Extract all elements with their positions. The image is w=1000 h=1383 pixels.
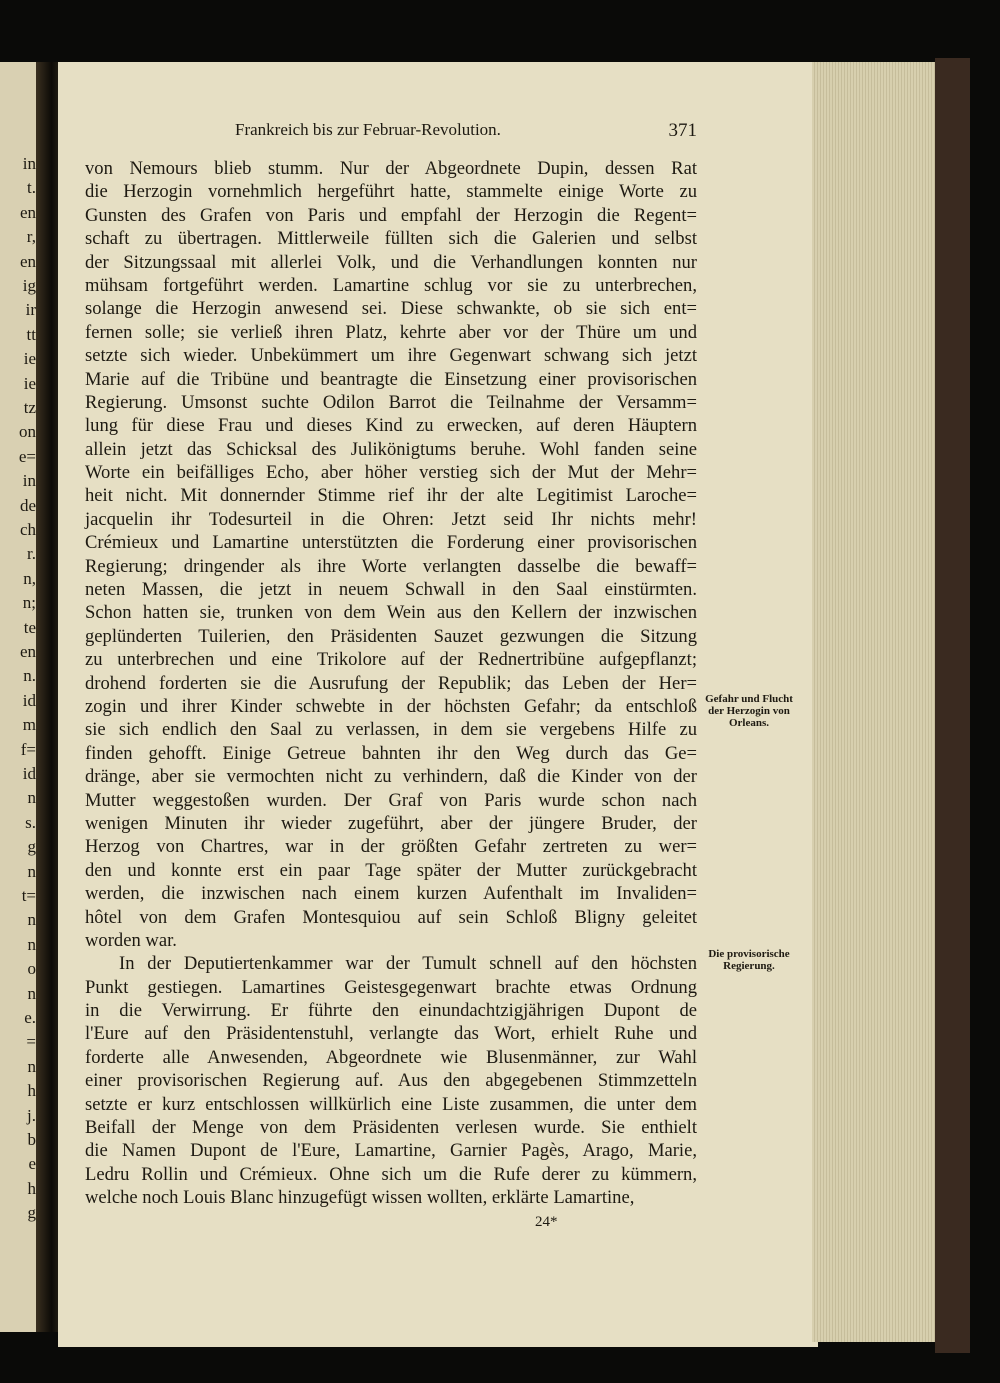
text-line: einer provisorischen Regierung auf. Aus den abgegebenen Stimmzetteln: [85, 1070, 697, 1092]
left-page-edge: [0, 62, 40, 1332]
text-line: Schon hatten sie, trunken von dem Wein aus den Kellern der inzwischen: [85, 602, 697, 624]
left-page-fragment: s.: [25, 812, 36, 832]
left-page-fragment: h: [27, 1178, 36, 1198]
text-line: setzte er kurz entschlossen willkürlich eine Liste zusammen, die unter dem: [85, 1093, 697, 1115]
left-page-fragment: b: [27, 1130, 36, 1149]
text-line: Crémieux und Lamartine unterstützten die Forderung einer provisorischen: [85, 532, 697, 554]
margin-note-flight: Gefahr und Flucht der Herzogin von Orleans.: [705, 693, 793, 729]
left-page-fragment: n: [27, 934, 36, 954]
text-line: von Nemours blieb stumm. Nur der Abgeordnete Dupin, dessen Rat: [85, 158, 697, 179]
text-line: Beifall der Menge von dem Präsidenten verlesen wurde. Sie enthielt: [85, 1117, 697, 1139]
text-line: Regierung; dringender als ihre Worte verlangten dasselbe die bewaff=: [85, 555, 697, 577]
text-line: lung für diese Frau und dieses Kind zu erwecken, auf deren Häuptern: [85, 415, 697, 437]
text-line: der Sitzungssaal mit allerlei Volk, und die Verhandlungen konnten nur: [85, 251, 697, 273]
text-line: solange die Herzogin anwesend sei. Diese schwankte, ob sie sich ent=: [85, 298, 697, 320]
text-line: jacquelin ihr Todesurteil in die Ohren: Jetzt seid Ihr nichts mehr!: [85, 508, 697, 530]
left-page-fragment: en: [19, 202, 36, 222]
text-line: In der Deputiertenkammer war der Tumult schnell auf den höchsten: [119, 953, 697, 975]
left-page-fragment: g: [27, 1203, 36, 1223]
left-page-fragment: t.: [27, 178, 36, 198]
left-page-fragment: n: [27, 861, 36, 881]
left-page-fragment: j.: [27, 1105, 36, 1125]
left-page-fragment: ir: [25, 300, 36, 320]
left-page-fragment: t=: [21, 886, 36, 905]
left-page-fragment: e.: [24, 1008, 36, 1027]
left-page-fragment: ie: [23, 349, 36, 369]
text-line: Worte ein beifälliges Echo, aber höher verstieg sich der Mut der Mehr=: [85, 462, 697, 484]
left-page-fragment: en: [19, 642, 36, 661]
left-page-fragment: e: [28, 1154, 36, 1174]
left-page-fragment: in: [22, 471, 36, 491]
left-page-fragment: r,: [26, 227, 36, 247]
left-page-fragment: tt: [26, 324, 36, 344]
left-page-fragment: te: [23, 617, 36, 637]
running-title: Frankreich bis zur Februar-Revolution.: [235, 120, 501, 139]
text-line: setzte sich wieder. Unbekümmert um ihre Gegenwart schwang sich jetzt: [85, 345, 697, 367]
text-line: den und konnte erst ein paar Tage später der Mutter zurückgebracht: [85, 859, 697, 881]
left-page-fragment: n: [27, 983, 36, 1003]
text-line: Punkt gestiegen. Lamartines Geistesgegenwart brachte etwas Ordnung: [85, 976, 697, 998]
signature-mark: 24*: [535, 1214, 558, 1230]
page-edges: [812, 62, 937, 1342]
text-line: mühsam fortgeführt werden. Lamartine schlug vor sie zu unterbrechen,: [85, 274, 697, 296]
left-page-fragment: ie: [23, 373, 36, 393]
left-page-fragment: n.: [23, 666, 36, 686]
text-line: die Namen Dupont de l'Eure, Lamartine, Garnier Pagès, Arago, Marie,: [85, 1140, 697, 1162]
text-line: finden gehofft. Einige Getreue bahnten ihr den Weg durch das Ge=: [85, 742, 697, 764]
text-line: dränge, aber sie vermochten nicht zu verhindern, daß die Kinder von der: [85, 766, 697, 788]
left-page-fragment: n: [27, 788, 36, 808]
left-page-fragment: o: [27, 959, 36, 979]
text-line: fernen solle; sie verließ ihren Platz, kehrte aber vor der Thüre um und: [85, 321, 697, 343]
left-page-fragment: =: [26, 1032, 36, 1052]
text-line: neten Massen, die jetzt in neuem Schwall in den Saal einstürmten.: [85, 579, 697, 601]
text-line: Regierung. Umsonst suchte Odilon Barrot die Teilnahme der Versamm=: [85, 391, 697, 413]
text-line: zogin und ihrer Kinder schwebte in der höchsten Gefahr; da entschloß: [85, 695, 697, 717]
book-cover-edge: [935, 58, 970, 1353]
text-line: werden, die inzwischen nach einem kurzen Aufenthalt im Invaliden=: [85, 883, 697, 905]
text-line: sie sich endlich den Saal zu verlassen, in dem sie vergebens Hilfe zu: [85, 719, 697, 741]
text-line: schaft zu übertragen. Mittlerweile füllten sich die Galerien und selbst: [85, 228, 697, 250]
left-page-fragment: m: [22, 715, 36, 735]
left-page-fragment: ig: [22, 276, 36, 295]
left-page-fragment: id: [22, 764, 36, 783]
text-line: worden war.: [85, 929, 177, 951]
left-page-fragment: de: [19, 495, 36, 515]
text-line: Herzog von Chartres, war in der größten Gefahr zertreten zu wer=: [85, 836, 697, 858]
text-line: allein jetzt das Schicksal des Julikönigtums beruhe. Wohl fanden seine: [85, 438, 697, 460]
left-page-fragment: h: [27, 1081, 36, 1101]
left-page-fragment: n: [27, 910, 36, 930]
left-page-fragment: in: [22, 154, 36, 173]
left-page-fragment: f=: [20, 739, 36, 759]
text-line: Marie auf die Tribüne und beantragte die Einsetzung einer provisorischen: [85, 368, 697, 390]
left-page-fragment: id: [22, 690, 36, 710]
left-page-fragment: n;: [22, 593, 36, 613]
text-line: Ledru Rollin und Crémieux. Ohne sich um die Rufe derer zu kümmern,: [85, 1163, 697, 1185]
left-page-fragment: n,: [23, 568, 36, 588]
text-line: in die Verwirrung. Er führte den einundachtzigjährigen Dupont de: [85, 1000, 697, 1022]
text-line: heit nicht. Mit donnernder Stimme rief ihr der alte Legitimist Laroche=: [85, 485, 697, 507]
left-page-fragment: en: [19, 251, 36, 271]
left-page-fragment: e=: [18, 446, 36, 466]
text-line: Mutter weggestoßen wurden. Der Graf von Paris wurde schon nach: [85, 789, 697, 811]
text-line: l'Eure auf den Präsidentenstuhl, verlangte das Wort, erhielt Ruhe und: [85, 1023, 697, 1045]
body-text: [85, 157, 697, 1210]
left-page-fragment: tz: [23, 398, 36, 417]
text-line: drohend forderten sie die Ausrufung der Republik; das Leben der Her=: [85, 672, 697, 694]
text-line: Gunsten des Grafen von Paris und empfahl der Herzogin die Regent=: [85, 204, 697, 226]
page-number: 371: [668, 120, 697, 141]
text-line: hôtel von dem Grafen Montesquiou auf sein Schloß Bligny geleitet: [85, 906, 697, 928]
text-line: geplünderten Tuilerien, den Präsidenten Sauzet gezwungen die Sitzung: [85, 625, 697, 647]
left-page-fragment: ch: [19, 520, 36, 539]
text-line: die Herzogin vornehmlich hergeführt hatte, stammelte einige Worte zu: [85, 181, 697, 203]
margin-note-provisional-government: Die provisorische Regierung.: [708, 948, 790, 972]
text-line: wenigen Minuten ihr wieder zugeführt, aber der jüngere Bruder, der: [85, 812, 697, 834]
text-line: zu unterbrechen und eine Trikolore auf der Rednertribüne aufgepflanzt;: [85, 649, 697, 671]
left-page-fragment: on: [19, 422, 36, 442]
left-page-fragment: r.: [27, 544, 36, 564]
text-line: forderte alle Anwesenden, Abgeordnete wie Blusenmänner, zur Wahl: [85, 1046, 697, 1068]
page-header: [85, 120, 697, 144]
left-page-fragment: n: [27, 1056, 36, 1076]
text-line: welche noch Louis Blanc hinzugefügt wissen wollten, erklärte Lamartine,: [85, 1187, 635, 1209]
left-page-fragment: g: [27, 837, 36, 857]
